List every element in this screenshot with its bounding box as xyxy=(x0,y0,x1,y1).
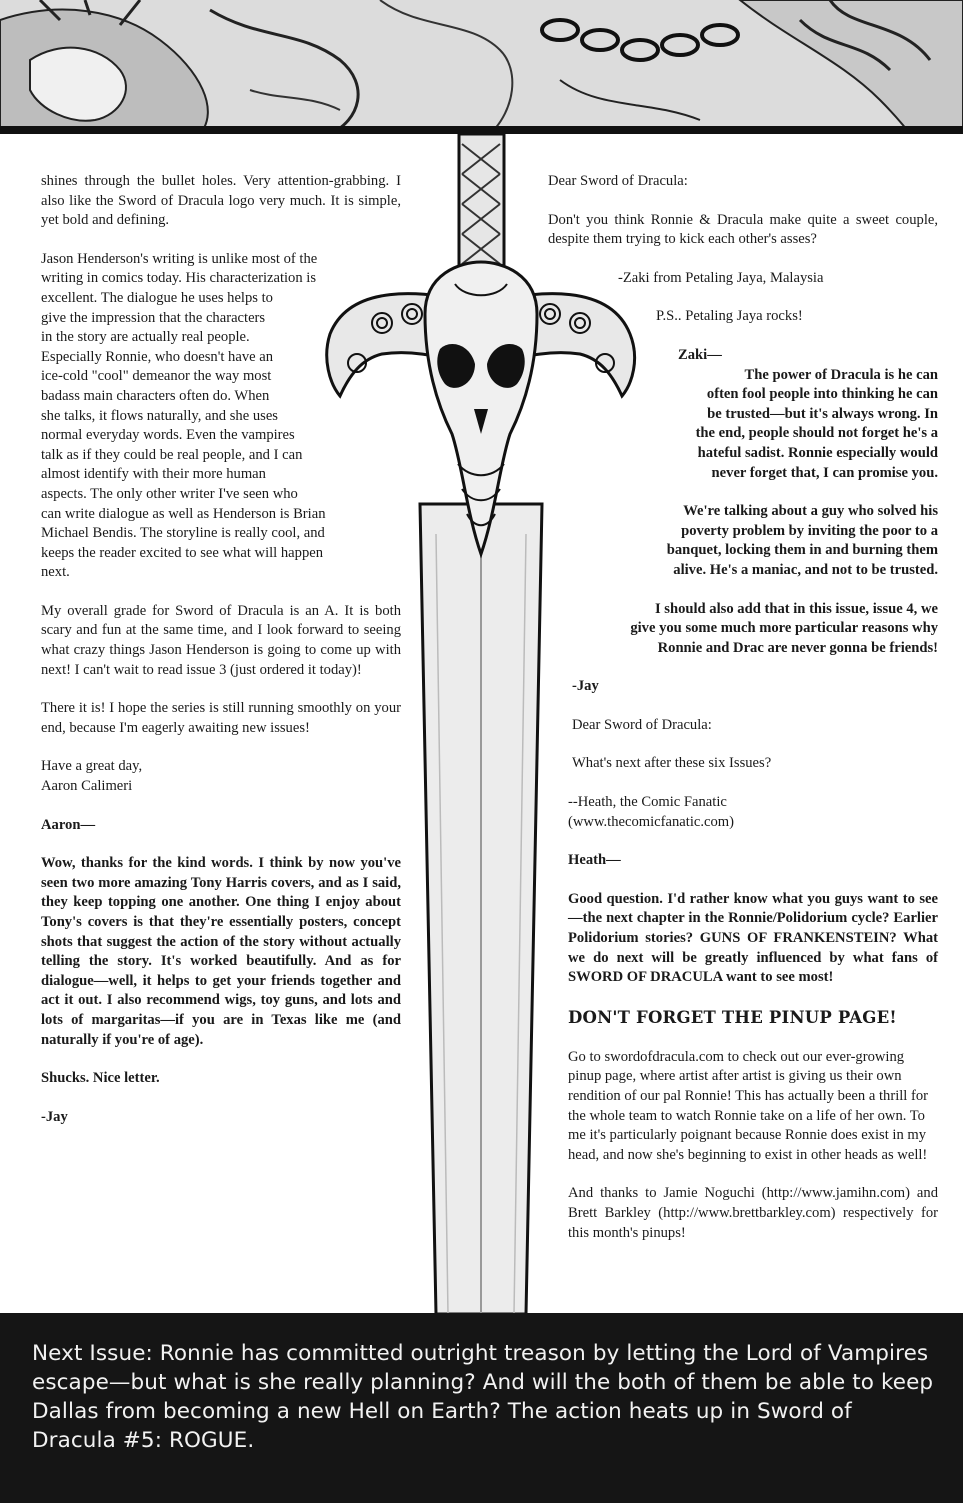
text-line: I should also add that in this issue, issue 4, we xyxy=(654,600,938,617)
text-line: poverty problem by inviting the poor to a xyxy=(681,522,938,539)
text-line: can write dialogue as well as Henderson is Brian xyxy=(41,505,326,522)
text-line: almost identify with their more human xyxy=(41,466,266,483)
text-line: We're talking about a guy who solved his xyxy=(683,503,938,520)
letter-paragraph: My overall grade for Sword of Dracula is an A. It is both scary and fun at the same time, and I look forward to seeing what crazy things Jason Henderson is going to come up with next! I can't wait to read issue 3 (just ordered it today)! xyxy=(41,602,401,678)
reply-body: Good question. I'd rather know what you guys want to see—the next chapter in the Ronnie/Polidorium cycle? Earlier Polidorium stories? GUNS OF FRANKENSTEIN? What we do next will be greatly influenced by what fans of SWORD OF DRACULA want to see most! xyxy=(568,890,938,986)
text-line: alive. He's a maniac, and not to be trusted. xyxy=(673,561,938,578)
closing-text: Have a great day, xyxy=(41,758,143,775)
reply-paragraph-wrapped xyxy=(548,600,938,659)
reply-salutation: Zaki— xyxy=(678,346,722,363)
text-line: Michael Bendis. The storyline is really cool, and xyxy=(41,525,325,542)
text-line: writing in comics today. His characterization is xyxy=(41,270,317,287)
text-line: next. xyxy=(41,564,70,581)
pinup-heading: DON'T FORGET THE PINUP PAGE! xyxy=(568,1007,897,1027)
next-issue-text: Next Issue: Ronnie has committed outright treason by letting the Lord of Vampires escape—but what is she really planning? And will the both of them be able to keep Dallas from becoming a new Hell on Earth? The action heats up in Sword of Dracula #5: ROGUE. xyxy=(32,1341,934,1453)
letter-salutation: Dear Sword of Dracula: xyxy=(548,173,688,189)
text-line: The power of Dracula is he can xyxy=(744,366,938,383)
left-column xyxy=(41,172,401,1146)
text-line: Especially Ronnie, who doesn't have an xyxy=(41,348,274,365)
letter-signature-block xyxy=(548,793,938,832)
letter-signature: --Heath, the Comic Fanatic xyxy=(568,794,727,811)
text-line: keeps the reader excited to see what will happen xyxy=(41,544,324,561)
letter-signature: -Zaki from Petaling Jaya, Malaysia xyxy=(618,269,824,286)
text-line: Ronnie and Drac are never gonna be friends! xyxy=(657,639,938,656)
letter-paragraph: There it is! I hope the series is still running smoothly on your end, because I'm eagerly awaiting new issues! xyxy=(41,700,401,736)
text-line: talk as if they could be real people, and I can xyxy=(41,446,303,463)
reply-signature: -Jay xyxy=(41,1108,68,1125)
text-line: normal everyday words. Even the vampires xyxy=(41,427,295,444)
text-line: excellent. The dialogue he uses helps to xyxy=(41,289,273,306)
text-line: aspects. The only other writer I've seen who xyxy=(41,485,298,502)
next-issue-banner xyxy=(0,1313,963,1503)
text-line: in the story are actually real people. xyxy=(41,329,250,346)
reply-close: Shucks. Nice letter. xyxy=(41,1070,160,1087)
text-line: never forget that, I can promise you. xyxy=(711,464,938,481)
text-line: often fool people into thinking he can xyxy=(706,386,938,403)
pinup-thanks: And thanks to Jamie Noguchi (http://www.jamihn.com) and Brett Barkley (http://www.brettbarkley.com) respectively for this month's pinups! xyxy=(568,1185,938,1241)
reply-signature: -Jay xyxy=(572,678,599,695)
reply-body: Wow, thanks for the kind words. I think by now you've seen two more amazing Tony Harris covers, and as I said, they keep topping one another. One thing I enjoy about Tony's covers is that they're essentially posters, concept shots that suggest the action of the story without actually telling the story. It's worked beautifully. And as for dialogue—well, it helps to get your friends together and act it out. I also recommend wigs, toy guns, and lots and lots of margaritas—if you are in Texas like me (and naturally if you're of age). xyxy=(41,855,401,1048)
reply-paragraph-wrapped xyxy=(548,366,938,484)
text-line: ice-cold "cool" demeanor the way most xyxy=(41,368,272,385)
letters-page xyxy=(0,134,963,1314)
letter-closing xyxy=(41,757,401,796)
letter-body: What's next after these six Issues? xyxy=(572,755,772,772)
text-line: she talks, it flows naturally, and she uses xyxy=(41,407,278,424)
letter-body: Don't you think Ronnie & Dracula make quite a sweet couple, despite them trying to kick each other's asses? xyxy=(548,211,938,248)
header-illustration xyxy=(0,0,963,134)
text-line: give the impression that the characters xyxy=(41,309,266,326)
text-line: give you some much more particular reasons why xyxy=(630,620,938,637)
reply-salutation: Aaron— xyxy=(41,816,96,833)
header-art-svg xyxy=(0,0,963,134)
letter-ps: P.S.. Petaling Jaya rocks! xyxy=(656,308,803,325)
text-line: Jason Henderson's writing is unlike most of the xyxy=(41,250,318,267)
letter-paragraph-wrapped xyxy=(41,250,401,583)
right-column xyxy=(548,172,938,1262)
text-line: hateful sadist. Ronnie especially would xyxy=(697,444,938,461)
letter-paragraph: shines through the bullet holes. Very attention-grabbing. I also like the Sword of Dracula logo very much. It is simple, yet bold and defining. xyxy=(41,173,401,229)
letter-salutation: Dear Sword of Dracula: xyxy=(572,716,712,733)
reply-paragraph-wrapped xyxy=(548,502,938,580)
text-line: banquet, locking them in and burning them xyxy=(666,542,938,559)
reply-salutation: Heath— xyxy=(568,852,621,869)
pinup-body: Go to swordofdracula.com to check out our ever-growing pinup page, where artist after artist is giving us their own rendition of our pal Ronnie! This has actually been a thrill for the whole team to watch Ronnie take on a life of her own. To me it's particularly poignant because Ronnie does exist in my head, and now she's beginning to exist in other heads as well! xyxy=(568,1048,929,1163)
letter-signature: Aaron Calimeri xyxy=(41,778,133,795)
text-line: be trusted—but it's always wrong. In xyxy=(707,405,938,422)
text-line: the end, people should not forget he's a xyxy=(695,425,938,442)
letter-url: (www.thecomicfanatic.com) xyxy=(568,813,734,830)
text-line: badass main characters often do. When xyxy=(41,387,270,404)
